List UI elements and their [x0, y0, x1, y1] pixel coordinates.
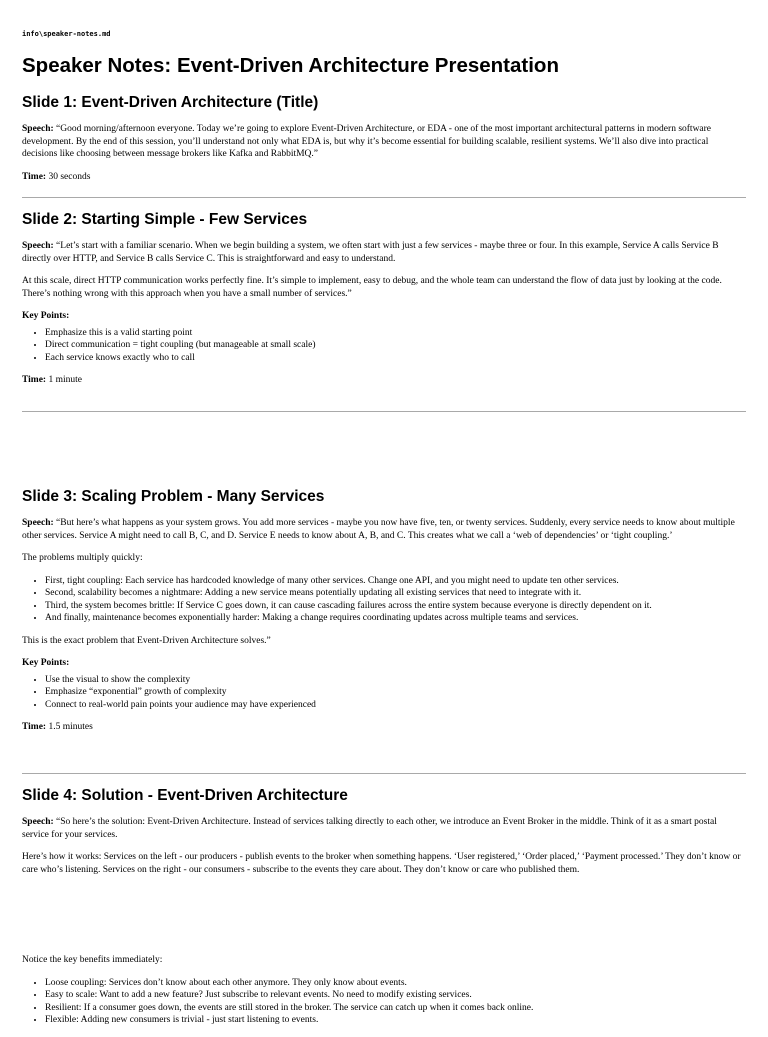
list-item: • Flexible: Adding new consumers is trivial - just start listening to events. — [45, 1014, 746, 1027]
slide-4-paragraph: Here’s how it works: Services on the left - our producers - publish events to the broker when something happens. ‘User registered,’ ‘Order placed,’ ‘Payment processed.’ They don’t know or care who’s listening. Services on the right - our consumers - subscribe to the events they care about. They don’t know or care who published them. — [22, 852, 741, 875]
list-item: • And finally, maintenance becomes exponentially harder: Making a change requires coordinating updates across multiple teams and services. — [45, 612, 746, 625]
key-points-label — [22, 657, 746, 670]
slide-1-heading: Slide 1: Event-Driven Architecture (Title) — [22, 94, 319, 111]
speech-label: Speech: — [22, 124, 54, 134]
speech-text: “Let’s start with a familiar scenario. When we begin building a system, we often start with just a few services - maybe three or four. In this example, Service A calls Service B directly over HTTP, and Service B calls Service C. This is straightforward and easy to understand. — [22, 241, 719, 264]
speech-label: Speech: — [22, 817, 54, 827]
slide-3-speech — [22, 517, 746, 542]
slide-3-outro: This is the exact problem that Event-Driven Architecture solves.” — [22, 635, 271, 646]
slide-3-problems — [22, 575, 746, 625]
list-item: • Direct communication = tight coupling (but manageable at small scale) — [45, 339, 746, 352]
key-points-label-text: Key Points: — [22, 658, 70, 668]
time-label: Time: — [22, 375, 47, 385]
list-item: • Each service knows exactly who to call — [45, 352, 746, 365]
slide-2-section — [22, 210, 746, 397]
slide-3-time — [22, 721, 746, 734]
time-value: 1.5 minutes — [48, 722, 93, 732]
divider — [22, 411, 746, 412]
list-item: • Emphasize “exponential” growth of complexity — [45, 686, 746, 699]
slide-3-key-points — [22, 674, 746, 712]
speech-text: “Good morning/afternoon everyone. Today we’re going to explore Event-Driven Architecture, or EDA - one of the most important architectural patterns in modern software development. By the end of this session, you’ll understand not only what EDA is, but why it’s become essential for building scalable, resilient systems. We’ll also dive into practical decisions like choosing between message brokers like Kafka and RabbitMQ.” — [22, 124, 712, 159]
key-points-label-text: Key Points: — [22, 311, 70, 321]
list-item: • Resilient: If a consumer goes down, the events are still stored in the broker. The service can catch up when it comes back online. — [45, 1002, 746, 1015]
slide-4-section — [22, 786, 746, 886]
time-label: Time: — [22, 171, 47, 182]
slide-4-speech — [22, 816, 746, 841]
speech-label: Speech: — [22, 518, 54, 528]
speech-text: “But here’s what happens as your system grows. You add more services - maybe you now have five, ten, or twenty services. Suddenly, every service needs to know about multiple other services. Service A might need to call B, C, and D. Service E needs to know about A, B, and C. This creates what we call a ‘web of dependencies’ or ‘tight coupling.’ — [22, 518, 735, 541]
slide-4-intro: Notice the key benefits immediately: — [22, 955, 163, 965]
list-item: • Loose coupling: Services don’t know about each other anymore. They only know about events. — [45, 977, 746, 990]
time-label: Time: — [22, 722, 47, 732]
slide-4-benefits-section — [22, 954, 746, 1037]
speech-text: “So here’s the solution: Event-Driven Architecture. Instead of services talking directly to each other, we introduce an Event Broker in the middle. Think of it as a smart postal service for your services. — [22, 817, 717, 840]
page-title: Speaker Notes: Event-Driven Architecture Presentation — [22, 54, 559, 77]
slide-2-speech — [22, 240, 746, 265]
list-item: • Third, the system becomes brittle: If Service C goes down, it can cause cascading failures across the entire system because everyone is directly dependent on it. — [45, 600, 746, 613]
slide-4-heading: Slide 4: Solution - Event-Driven Architecture — [22, 787, 348, 804]
divider — [22, 773, 746, 774]
slide-1-speech — [22, 123, 746, 161]
divider — [22, 197, 746, 198]
key-points-label — [22, 310, 746, 323]
slide-1-time — [22, 171, 746, 184]
file-path: info\speaker-notes.md — [22, 30, 111, 38]
list-item: • Second, scalability becomes a nightmare: Adding a new service means potentially updating all existing services that need to integrate with it. — [45, 587, 746, 600]
slide-3-intro: The problems multiply quickly: — [22, 553, 143, 563]
slide-3-section — [22, 487, 746, 744]
list-item: • Connect to real-world pain points your audience may have experienced — [45, 699, 746, 712]
slide-4-benefits — [22, 977, 746, 1027]
list-item: • Easy to scale: Want to add a new feature? Just subscribe to relevant events. No need to modify existing services. — [45, 989, 746, 1002]
list-item: • First, tight coupling: Each service has hardcoded knowledge of many other services. Change one API, and you might need to update ten other services. — [45, 575, 746, 588]
time-value: 30 seconds — [48, 171, 91, 182]
slide-2-paragraph: At this scale, direct HTTP communication works perfectly fine. It’s simple to implement, easy to debug, and the whole team can understand the flow of data just by looking at the code. There’s nothing wrong with this approach when you have a small number of services.” — [22, 276, 722, 299]
list-item: • Emphasize this is a valid starting point — [45, 327, 746, 340]
speech-label: Speech: — [22, 241, 54, 251]
time-value: 1 minute — [48, 375, 82, 385]
slide-2-key-points — [22, 327, 746, 365]
list-item: • Use the visual to show the complexity — [45, 674, 746, 687]
slide-1-section — [22, 93, 746, 193]
slide-3-heading: Slide 3: Scaling Problem - Many Services — [22, 488, 325, 505]
slide-2-time — [22, 374, 746, 387]
slide-2-heading: Slide 2: Starting Simple - Few Services — [22, 211, 308, 228]
